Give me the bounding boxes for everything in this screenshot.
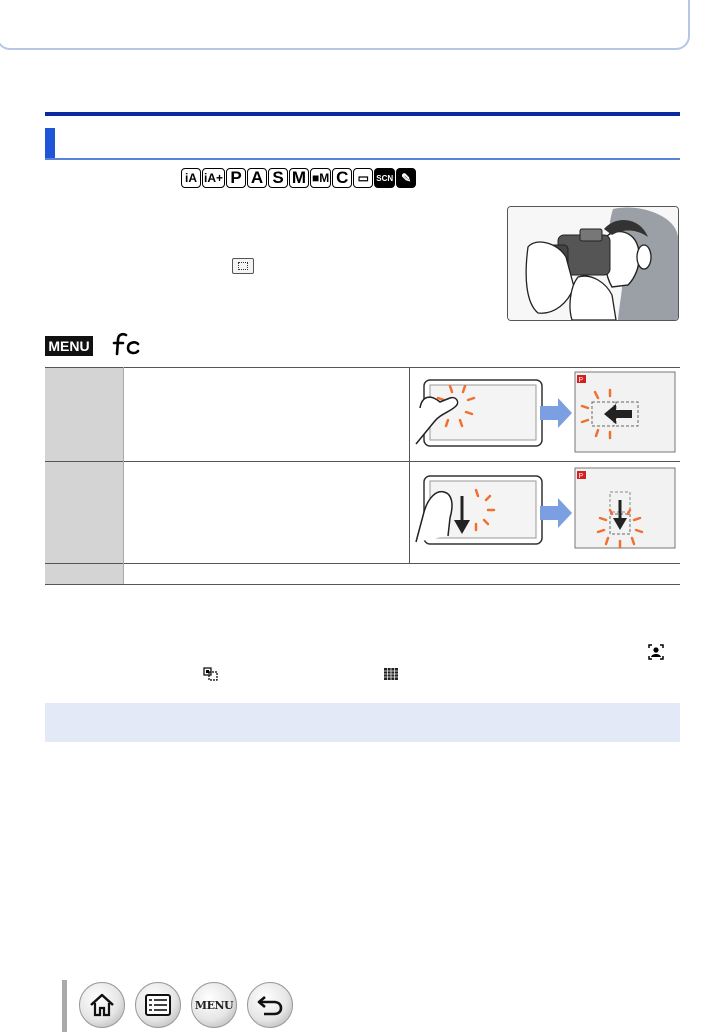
table-row: [45, 462, 680, 564]
option-description-cell: [123, 462, 409, 564]
mode-badge: P: [578, 473, 584, 480]
exact-touch-illustration-cell: [410, 368, 681, 462]
creative-control-mode-icon: ✎: [396, 168, 416, 188]
table-row: [45, 564, 680, 585]
tracking-af-icon: [203, 666, 219, 682]
creative-video-mode-icon: ■M: [310, 168, 331, 188]
table-row: [45, 368, 680, 462]
custom-menu-icon: [112, 332, 142, 362]
intelligent-auto-plus-icon: iA+: [202, 168, 225, 188]
home-button[interactable]: [79, 982, 125, 1028]
manual-mode-icon: M: [289, 168, 309, 188]
page-header-frame: [0, 0, 690, 50]
option-label-cell: [45, 564, 123, 585]
intelligent-auto-icon: iA: [181, 168, 201, 188]
option-label-cell: [45, 368, 123, 462]
nav-separator: [62, 980, 67, 1032]
heading-underline: [45, 158, 680, 160]
panorama-mode-icon: ▭: [353, 168, 373, 188]
contents-button[interactable]: [135, 982, 181, 1028]
back-arrow-icon: [256, 993, 284, 1017]
custom-mode-icon: C: [332, 168, 352, 188]
heading-marker: [45, 128, 55, 159]
option-description-cell: [123, 564, 680, 585]
back-button[interactable]: [247, 982, 293, 1028]
aperture-mode-icon: A: [247, 168, 267, 188]
menu-button-label: MENU: [194, 998, 234, 1012]
settings-table: [45, 367, 680, 585]
offset-touch-illustration-cell: [410, 462, 681, 564]
shutter-mode-icon: S: [268, 168, 288, 188]
mode-badge: P: [578, 377, 584, 384]
program-mode-icon: P: [226, 168, 246, 188]
menu-button[interactable]: [191, 982, 237, 1028]
option-label-cell: [45, 462, 123, 564]
multi-area-af-icon: [383, 666, 399, 682]
note-box: [45, 703, 680, 742]
home-icon: [88, 992, 116, 1018]
menu-button-icon: MENU: [45, 336, 93, 356]
option-description-cell: [123, 368, 409, 462]
viewfinder-usage-photo: [507, 206, 679, 321]
section-rule: [45, 112, 680, 116]
contents-list-icon: [145, 994, 171, 1016]
recording-mode-icons: [181, 168, 416, 190]
af-area-icon: [232, 258, 254, 274]
face-detection-icon: [648, 644, 664, 660]
scene-mode-icon: SCN: [374, 168, 395, 188]
